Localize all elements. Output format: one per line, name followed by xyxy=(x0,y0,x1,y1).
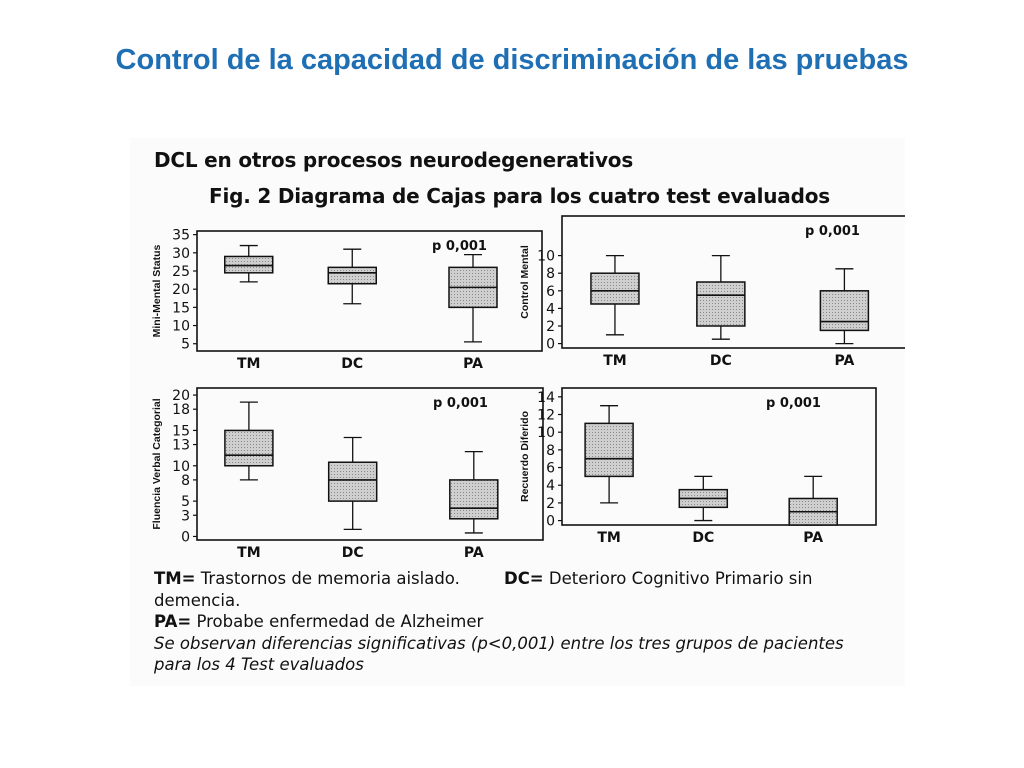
y-axis-title: Fluencia Verbal Categorial xyxy=(151,398,163,530)
box-dc xyxy=(329,462,377,501)
p-value-annotation: p 0,001 xyxy=(432,239,487,254)
category-label-dc: DC xyxy=(341,545,364,561)
y-tick-label: 15 xyxy=(172,300,190,317)
y-axis-title: Recuerdo Diferido xyxy=(519,410,531,503)
legend-pa-abbr: PA= xyxy=(154,612,192,631)
box-plot-grid xyxy=(130,138,905,568)
legend-tm-text: Trastornos de memoria aislado. xyxy=(200,569,460,588)
p-value-annotation: p 0,001 xyxy=(805,224,860,239)
scanned-figure xyxy=(130,138,905,686)
y-tick-label: 14 xyxy=(537,389,555,406)
box-tm xyxy=(585,423,633,476)
y-tick-label: 8 xyxy=(546,266,555,283)
y-axis-title: Control Mental xyxy=(519,245,531,319)
y-tick-label: 10 xyxy=(537,425,555,442)
category-label-pa: PA xyxy=(463,356,483,372)
y-tick-label: 30 xyxy=(172,245,190,262)
legend-dc-text: Deterioro Cognitivo Primario sin xyxy=(548,569,813,588)
legend-note-line1: Se observan diferencias significativas (p<0,001) entre los tres grupos de pacientes xyxy=(154,633,844,653)
scan-heading: DCL en otros procesos neurodegenerativos xyxy=(154,148,634,172)
y-tick-label: 8 xyxy=(181,472,190,489)
category-label-tm: TM xyxy=(237,356,261,372)
legend-dc-abbr: DC= xyxy=(504,569,544,588)
category-label-tm: TM xyxy=(597,530,621,546)
category-label-pa: PA xyxy=(834,353,855,369)
category-label-tm: TM xyxy=(237,545,261,561)
y-tick-label: 5 xyxy=(181,494,190,511)
y-tick-label: 35 xyxy=(172,227,190,244)
y-tick-label: 15 xyxy=(172,423,190,440)
figure-title: Fig. 2 Diagrama de Cajas para los cuatro test evaluados xyxy=(209,184,830,208)
y-tick-label: 0 xyxy=(181,529,190,546)
y-tick-label: 6 xyxy=(546,460,555,477)
y-axis-title: Mini-Mental Status xyxy=(151,244,163,338)
y-tick-label: 10 xyxy=(172,458,190,475)
category-label-dc: DC xyxy=(341,356,364,372)
y-tick-label: 5 xyxy=(181,336,190,353)
y-tick-label: 10 xyxy=(537,248,555,265)
y-tick-label: 6 xyxy=(546,283,555,300)
y-tick-label: 18 xyxy=(172,402,190,419)
legend-pa-text: Probabe enfermedad de Alzheimer xyxy=(196,612,484,631)
category-label-dc: DC xyxy=(692,530,715,546)
y-tick-label: 2 xyxy=(546,495,555,512)
y-tick-label: 3 xyxy=(181,508,190,525)
box-pa xyxy=(450,480,498,519)
box-dc xyxy=(328,267,376,283)
box-tm xyxy=(225,430,273,465)
box-dc xyxy=(697,282,745,326)
legend xyxy=(154,568,894,676)
legend-note-line2: para los 4 Test evaluados xyxy=(154,655,364,674)
box-pa xyxy=(820,291,868,331)
y-tick-label: 8 xyxy=(546,442,555,459)
y-tick-label: 25 xyxy=(172,264,190,280)
category-label-pa: PA xyxy=(803,530,824,546)
y-tick-label: 2 xyxy=(546,319,555,335)
y-tick-label: 20 xyxy=(172,282,190,299)
y-tick-label: 20 xyxy=(172,388,190,405)
box-tm xyxy=(591,273,639,304)
slide-title: Control de la capacidad de discriminación de las pruebas xyxy=(115,44,909,76)
y-tick-label: 10 xyxy=(172,318,190,335)
category-label-dc: DC xyxy=(709,353,732,369)
legend-dc-text-cont: demencia. xyxy=(154,590,241,610)
p-value-annotation: p 0,001 xyxy=(433,396,488,411)
box-tm xyxy=(225,256,273,272)
p-value-annotation: p 0,001 xyxy=(766,396,821,411)
y-tick-label: 0 xyxy=(546,336,555,353)
category-label-pa: PA xyxy=(463,545,484,561)
y-tick-label: 13 xyxy=(172,437,190,454)
y-tick-label: 4 xyxy=(546,301,555,318)
legend-tm-abbr: TM= xyxy=(154,569,196,588)
category-label-tm: TM xyxy=(603,353,627,369)
y-tick-label: 4 xyxy=(546,478,555,495)
y-tick-label: 12 xyxy=(537,407,555,424)
y-tick-label: 0 xyxy=(546,513,555,530)
